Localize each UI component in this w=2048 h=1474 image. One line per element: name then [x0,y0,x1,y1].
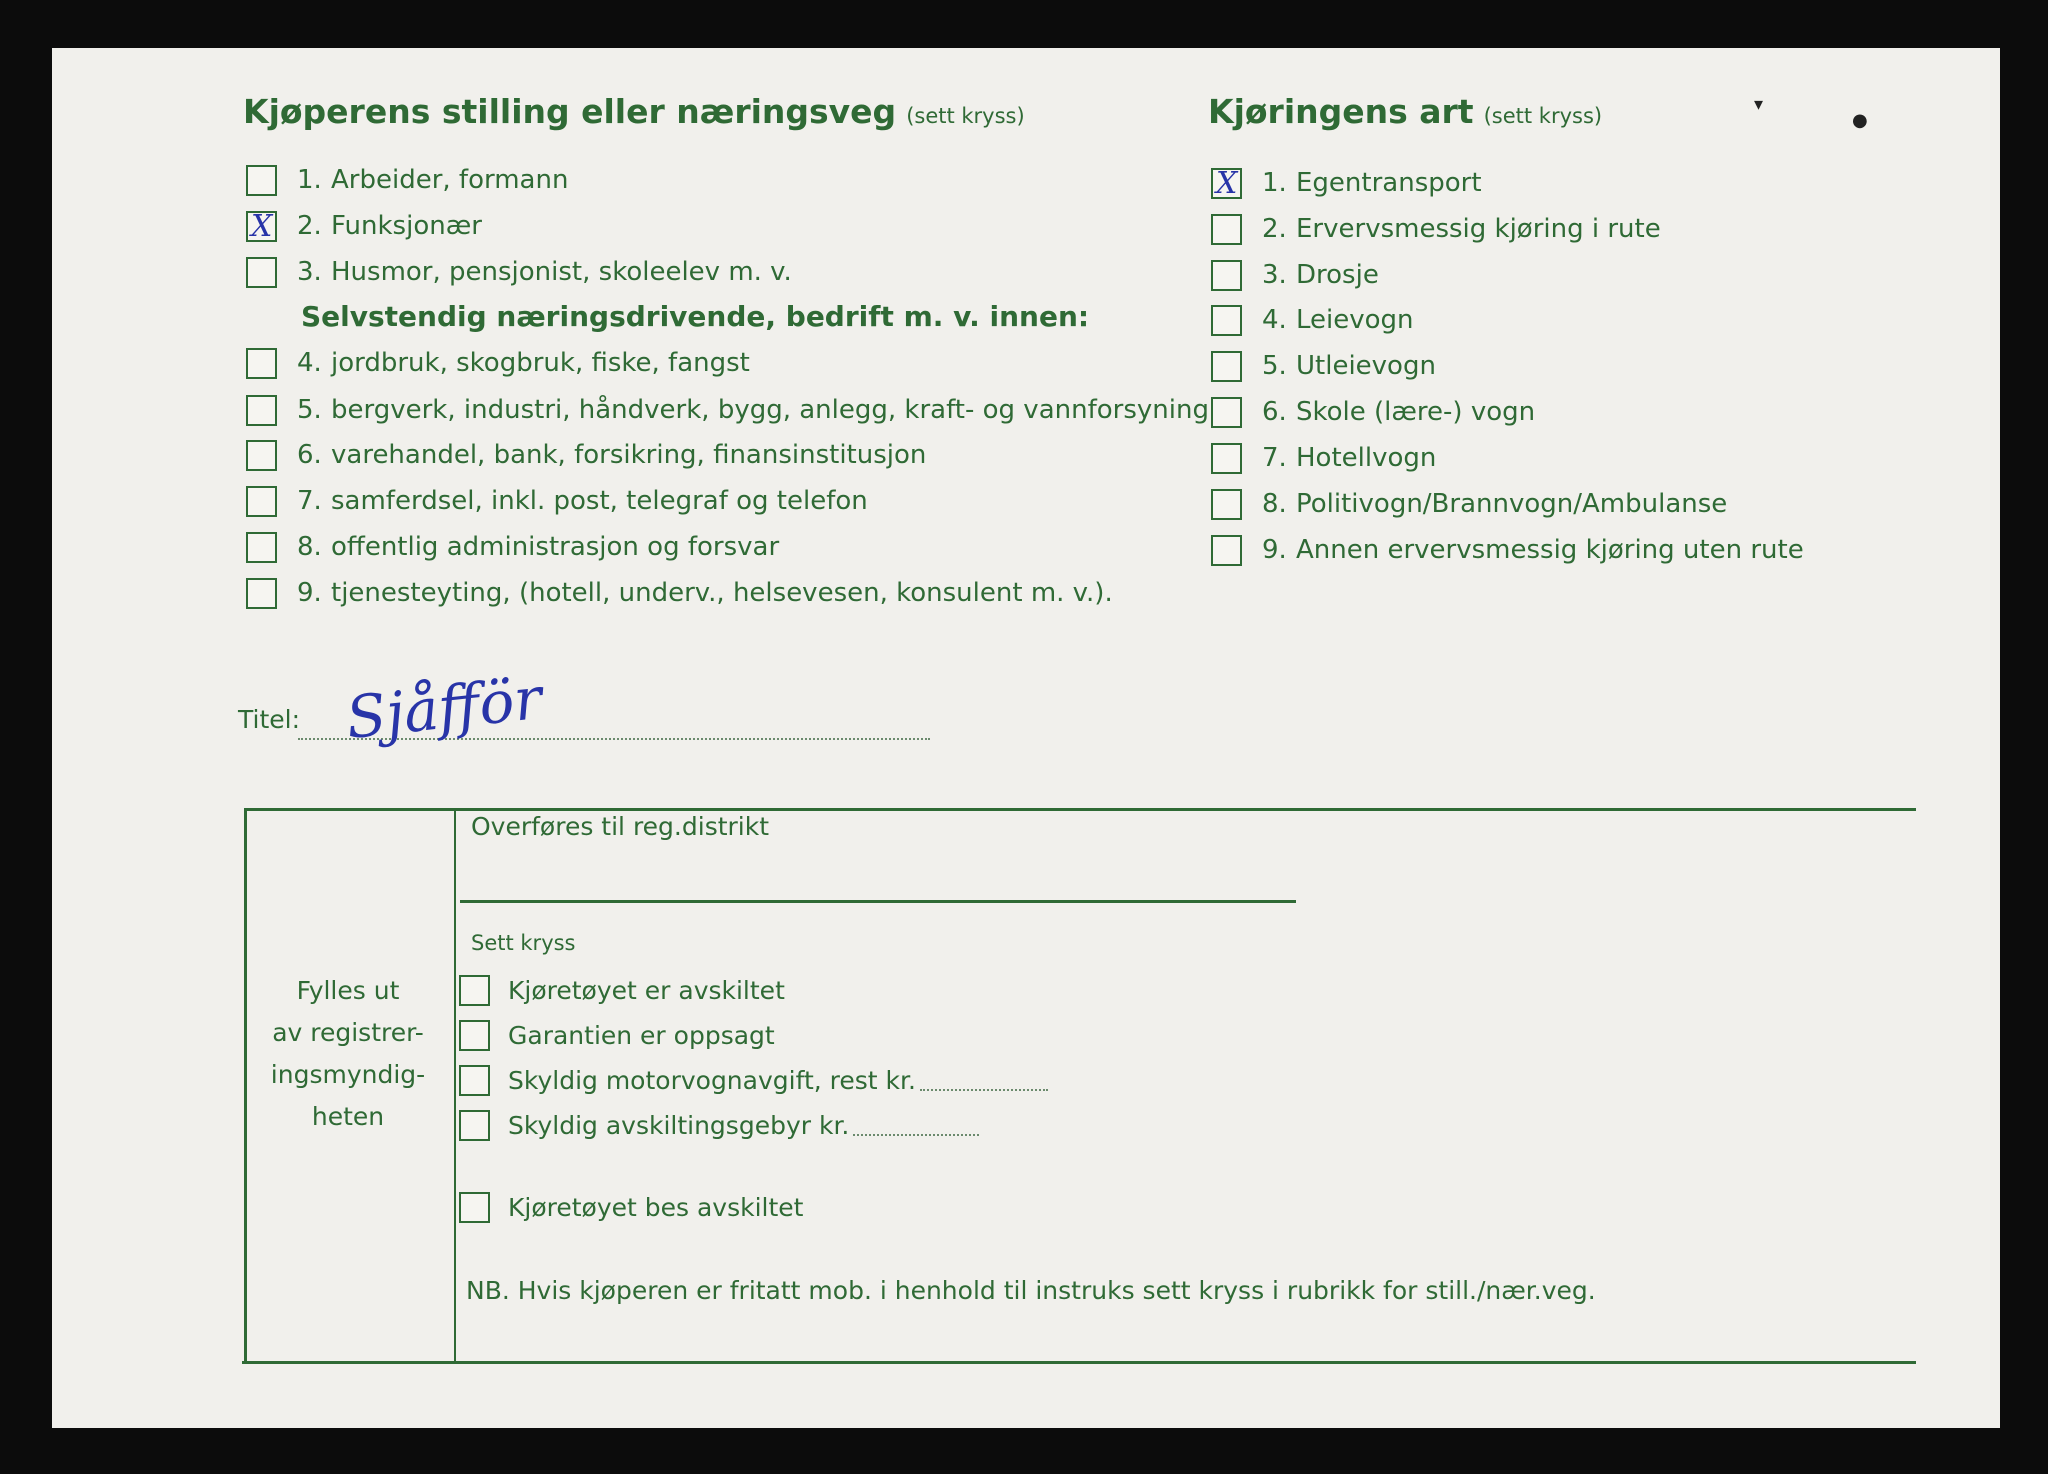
checkbox-checked[interactable] [246,208,277,244]
option-label: Annen ervervsmessig kjøring uten rute [1296,535,1804,565]
registry-option-motor-fee[interactable] [459,1063,1048,1097]
amount-dotted-line[interactable] [920,1069,1048,1091]
buyer-option-3[interactable] [246,255,792,289]
transfer-label: Overføres til reg.distrikt [471,812,770,841]
buyer-position-heading [243,92,1025,131]
driving-option-3[interactable] [1211,258,1379,292]
registry-option-request-deregister[interactable] [459,1190,803,1224]
option-number: 3. [1262,260,1287,290]
checkbox[interactable] [246,348,277,379]
buyer-option-4[interactable] [246,346,750,380]
option-label: Skyldig motorvognavgift, rest kr. [508,1065,916,1095]
checkbox[interactable] [1211,214,1242,245]
titel-label: Titel: [238,705,300,734]
nb-note: NB. Hvis kjøperen er fritatt mob. i henhold til instruks sett kryss i rubrikk for still./nær.veg. [466,1276,1596,1305]
checkbox[interactable] [246,440,277,471]
frame-left-border [244,808,247,1364]
option-number: 8. [297,532,322,562]
checkbox[interactable] [459,975,490,1006]
checkbox[interactable] [1211,351,1242,382]
option-label: varehandel, bank, forsikring, finansinstitusjon [331,440,927,470]
checkbox[interactable] [1211,397,1242,428]
checkbox[interactable] [459,1020,490,1051]
buyer-option-2[interactable] [246,209,482,243]
driving-option-4[interactable] [1211,303,1414,337]
option-number: 7. [297,486,322,516]
side-line: av registrer- [272,1018,424,1047]
option-label: Drosje [1296,260,1379,290]
driving-option-2[interactable] [1211,212,1661,246]
frame-divider [454,808,456,1364]
option-label: jordbruk, skogbruk, fiske, fangst [331,348,750,378]
option-label: Hotellvogn [1296,443,1437,473]
option-number: 2. [297,211,322,241]
transfer-line [460,900,1296,903]
driving-type-heading [1208,92,1602,131]
option-number: 4. [1262,305,1287,335]
driving-type-note: (sett kryss) [1483,104,1603,128]
option-label: Husmor, pensjonist, skoleelev m. v. [331,257,792,287]
side-line: Fylles ut [296,976,400,1005]
buyer-option-1[interactable] [246,163,568,197]
option-number: 2. [1262,214,1287,244]
checkbox[interactable] [1211,489,1242,520]
option-label: samferdsel, inkl. post, telegraf og telefon [331,486,868,516]
option-label: Utleievogn [1296,351,1436,381]
checkbox[interactable] [1211,260,1242,291]
side-line: heten [311,1102,385,1131]
buyer-option-6[interactable] [246,438,926,472]
buyer-position-note: (sett kryss) [906,104,1025,128]
option-label: Funksjonær [331,211,482,241]
option-label: Politivogn/Brannvogn/Ambulanse [1296,489,1728,519]
option-label: Arbeider, formann [331,165,569,195]
option-label: Kjøretøyet er avskiltet [508,975,785,1005]
buyer-option-9[interactable] [246,576,1113,610]
driving-option-6[interactable] [1211,395,1535,429]
checkbox[interactable] [459,1192,490,1223]
option-label: Skole (lære-) vogn [1296,397,1536,427]
option-number: 5. [1262,351,1287,381]
checkbox[interactable] [459,1065,490,1096]
amount-dotted-line[interactable] [853,1114,979,1136]
option-label: Leievogn [1296,305,1414,335]
registry-option-deregistration-fee[interactable] [459,1108,979,1142]
handwritten-x-mark: X [251,208,273,244]
option-number: 9. [297,578,322,608]
option-number: 8. [1262,489,1287,519]
option-label: Ervervsmessig kjøring i rute [1296,214,1661,244]
checkbox[interactable] [1211,443,1242,474]
checkbox[interactable] [246,578,277,609]
checkbox-checked[interactable] [1211,165,1242,201]
driving-option-8[interactable] [1211,487,1727,521]
option-label: Garantien er oppsagt [508,1020,775,1050]
option-number: 9. [1262,535,1287,565]
sett-kryss-label: Sett kryss [471,931,576,955]
buyer-option-8[interactable] [246,530,779,564]
frame-top-border [244,808,1916,811]
option-label: Kjøretøyet bes avskiltet [508,1192,804,1222]
option-number: 1. [297,165,322,195]
option-label: bergverk, industri, håndverk, bygg, anlegg, kraft- og vannforsyning [331,395,1209,425]
driving-option-9[interactable] [1211,533,1804,567]
option-label: Egentransport [1296,168,1482,198]
checkbox[interactable] [246,532,277,563]
option-number: 6. [1262,397,1287,427]
side-line: ingsmyndig- [270,1060,426,1089]
option-number: 6. [297,440,322,470]
driving-option-5[interactable] [1211,349,1436,383]
registry-option-guarantee[interactable] [459,1018,775,1052]
registry-option-deregistered[interactable] [459,973,785,1007]
option-number: 5. [297,395,322,425]
checkbox[interactable] [246,395,277,426]
frame-bottom-border [242,1361,1916,1364]
checkbox[interactable] [459,1110,490,1141]
buyer-option-5[interactable] [246,393,1209,427]
buyer-position-heading-text: Kjøperens stilling eller næringsveg [243,92,897,131]
checkbox[interactable] [1211,305,1242,336]
handwritten-x-mark: X [1216,165,1238,201]
option-label: Skyldig avskiltingsgebyr kr. [508,1110,850,1140]
registry-side-text [248,970,448,1138]
option-label: offentlig administrasjon og forsvar [331,532,780,562]
speck-mark: ● [1852,110,1868,131]
checkbox[interactable] [246,486,277,517]
option-number: 7. [1262,443,1287,473]
titel-handwritten-value[interactable]: Sjåfför [342,663,546,753]
option-number: 4. [297,348,322,378]
driving-option-1[interactable] [1211,166,1482,200]
option-label: tjenesteyting, (hotell, underv., helsevesen, konsulent m. v.). [331,578,1113,608]
checkbox[interactable] [1211,535,1242,566]
driving-option-7[interactable] [1211,441,1436,475]
driving-type-heading-text: Kjøringens art [1208,92,1474,131]
option-number: 3. [297,257,322,287]
checkbox[interactable] [246,257,277,288]
self-employed-subheading: Selvstendig næringsdrivende, bedrift m. v. innen: [301,300,1090,333]
speck-mark: ▾ [1754,94,1764,115]
buyer-option-7[interactable] [246,484,868,518]
option-number: 1. [1262,168,1287,198]
checkbox[interactable] [246,165,277,196]
